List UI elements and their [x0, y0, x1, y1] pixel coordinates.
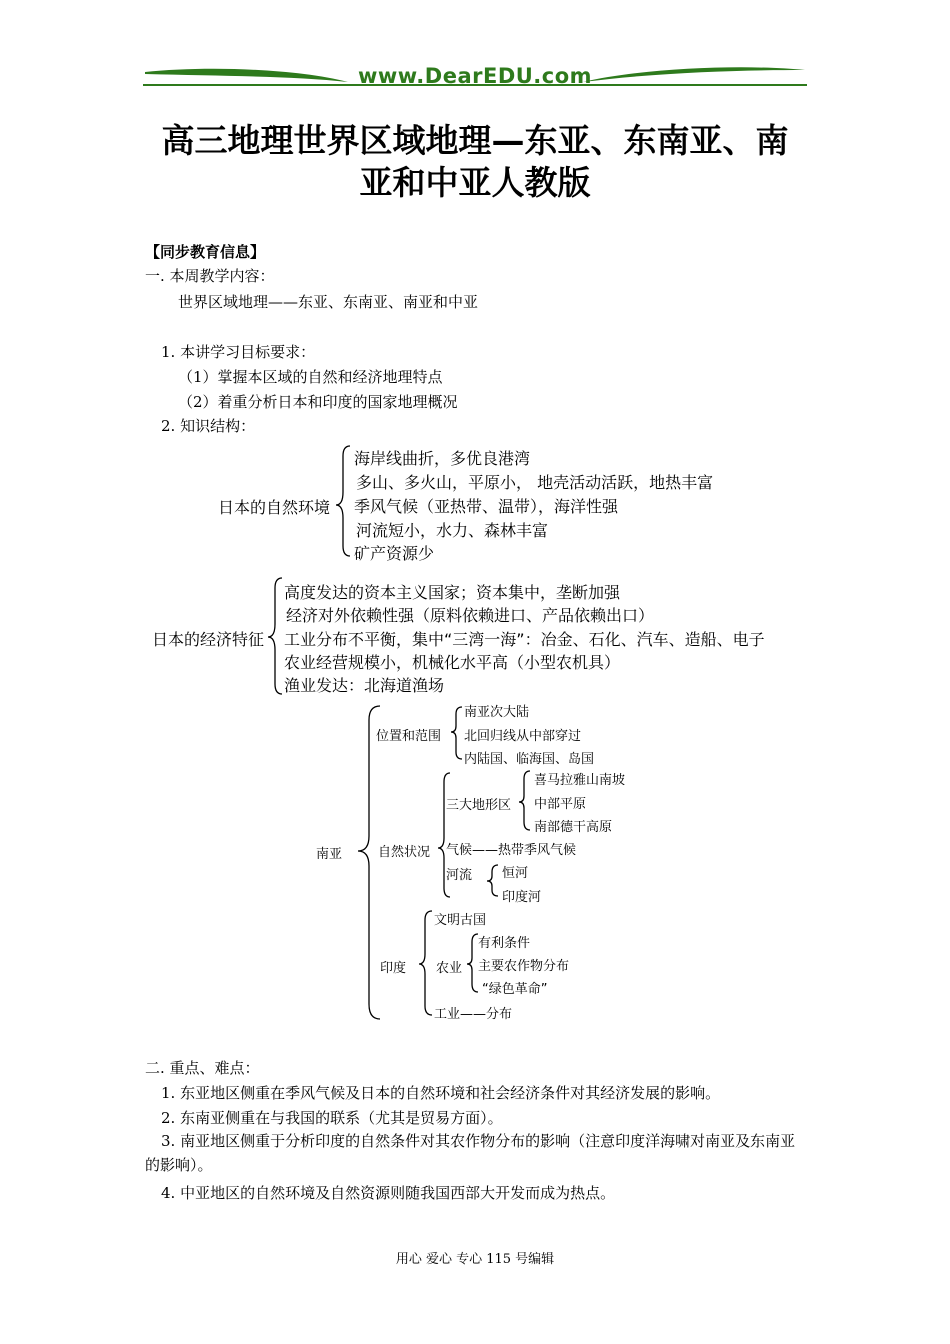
river-item: 印度河 [502, 890, 542, 905]
part2-point-3: 3. 南亚地区侧重于分析印度的自然条件对其农作物分布的影响（注意印度洋海啸对南亚及东南亚的影响）。 [145, 1132, 796, 1174]
nature-label: 自然状况 [378, 845, 431, 860]
part2-point-2: 2. 东南亚侧重在与我国的联系（尤其是贸易方面）。 [161, 1109, 503, 1127]
rivers-label: 河流 [446, 868, 473, 883]
location-item: 南亚次大陆 [464, 705, 530, 720]
section-header: 【同步教育信息】 [145, 243, 266, 261]
diagram1-item: 多山、多火山，平原小， 地壳活动活跃，地热丰富 [356, 473, 714, 492]
river-item: 恒河 [502, 866, 529, 881]
terrain-label: 三大地形区 [446, 798, 512, 813]
page-footer: 用心 爱心 专心 115 号编辑 [395, 1252, 555, 1267]
location-label: 位置和范围 [376, 729, 442, 744]
diagram2-item: 农业经营规模小，机械化水平高（小型农机具） [284, 653, 621, 672]
india-label: 印度 [380, 961, 407, 976]
diagram1-item: 海岸线曲折，多优良港湾 [354, 449, 531, 468]
part1-item1: 1. 本讲学习目标要求： [161, 343, 316, 361]
part2-heading: 二. 重点、难点： [145, 1059, 260, 1077]
goal-1: （1）掌握本区域的自然和经济地理特点 [178, 368, 443, 386]
agri-item: 有利条件 [478, 936, 531, 951]
site-logo-text: www.DearEDU.com [357, 64, 593, 88]
part2-point-4: 4. 中亚地区的自然环境及自然资源则随我国西部大开发而成为热点。 [161, 1184, 616, 1202]
part1-item2: 2. 知识结构： [161, 417, 256, 435]
diagram1-root: 日本的自然环境 [218, 498, 331, 517]
agri-item: “绿色革命” [482, 982, 548, 997]
diagram2-item: 工业分布不平衡，集中“三湾一海”：冶金、石化、汽车、造船、电子 [284, 630, 765, 649]
part2-point-1: 1. 东亚地区侧重在季风气候及日本的自然环境和社会经济条件对其经济发展的影响。 [161, 1084, 721, 1102]
agri-item: 主要农作物分布 [478, 959, 570, 974]
diagram2-item: 渔业发达：北海道渔场 [284, 676, 445, 695]
terrain-item: 中部平原 [534, 797, 587, 812]
diagram2-item: 高度发达的资本主义国家；资本集中，垄断加强 [284, 583, 621, 602]
part1-content: 世界区域地理——东亚、东南亚、南亚和中亚 [178, 293, 479, 311]
diagram3-root: 南亚 [316, 847, 343, 862]
terrain-item: 南部德干高原 [534, 820, 613, 835]
location-item: 北回归线从中部穿过 [464, 729, 582, 744]
diagram1-item: 河流短小，水力、森林丰富 [356, 521, 549, 540]
diagram1-item: 季风气候（亚热带、温带），海洋性强 [354, 497, 619, 516]
terrain-item: 喜马拉雅山南坡 [534, 773, 626, 788]
india-civ: 文明古国 [434, 913, 487, 928]
page-title-line-2: 亚和中亚人教版 [359, 163, 591, 202]
india-industry: 工业——分布 [434, 1007, 513, 1022]
diagram1-item: 矿产资源少 [354, 544, 435, 563]
page-title-line-1: 高三地理世界区域地理—东亚、东南亚、南 [161, 121, 789, 160]
goal-2: （2）着重分析日本和印度的国家地理概况 [178, 393, 458, 411]
diagram2-root: 日本的经济特征 [152, 630, 265, 649]
location-item: 内陆国、临海国、岛国 [464, 752, 595, 767]
part1-heading: 一. 本周教学内容： [145, 267, 275, 285]
diagram2-item: 经济对外依赖性强（原料依赖进口、产品依赖出口） [286, 606, 655, 625]
agri-label: 农业 [436, 961, 463, 976]
climate-label: 气候——热带季风气候 [446, 843, 577, 858]
